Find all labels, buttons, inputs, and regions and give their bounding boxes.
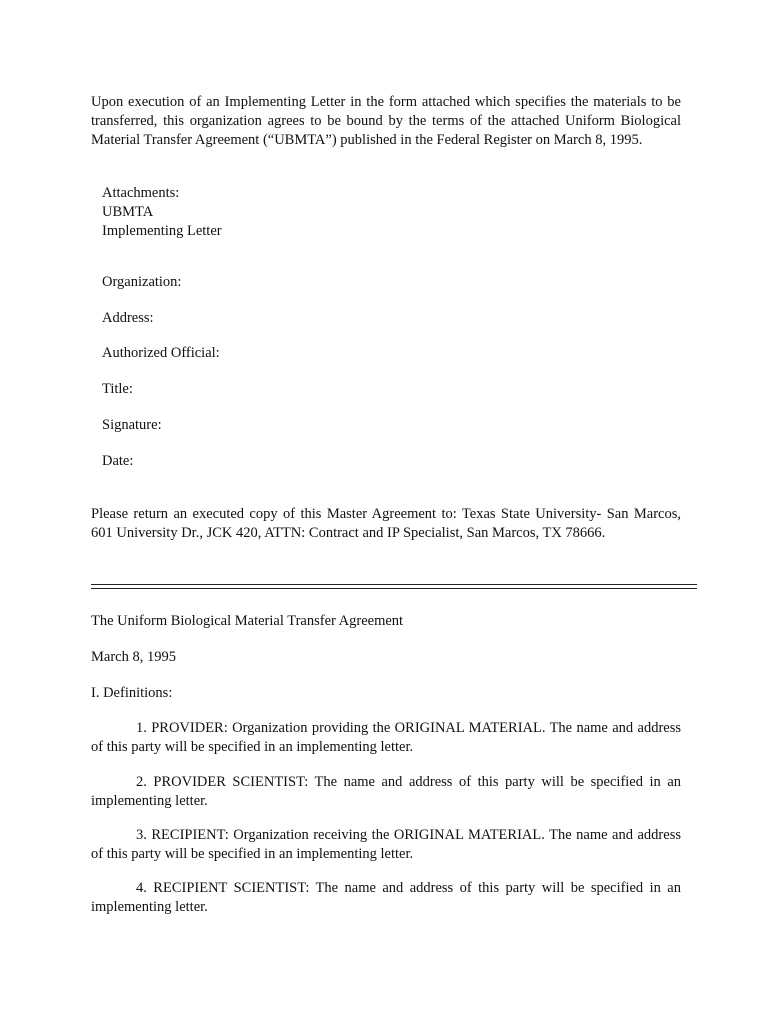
- attachment-item-implementing-letter: Implementing Letter: [102, 223, 222, 240]
- return-notice: Please return an executed copy of this Master Agreement to: Texas State University- San Marcos, 601 University Dr., JCK 420, ATTN: Contract and IP Specialist, San Marcos, TX 78666.: [91, 506, 681, 542]
- authorized-official-label: Authorized Official:: [102, 345, 220, 361]
- agreement-title: The Uniform Biological Material Transfer Agreement: [91, 613, 404, 629]
- intro-paragraph: Upon execution of an Implementing Letter in the form attached which specifies the materials to be transferred, this organization agrees to be bound by the terms of the attached Uniform Biological Material Transfer Agreement (“UBMTA”) published in the Federal Register on March 8, 1995.: [91, 94, 681, 149]
- title-label: Title:: [102, 381, 133, 397]
- attachments-list: [102, 184, 222, 242]
- definition-provider-scientist: 2. PROVIDER SCIENTIST: The name and address of this party will be specified in an implementing letter.: [91, 774, 681, 810]
- date-label: Date:: [102, 453, 134, 469]
- attachments-heading: Attachments:: [102, 185, 180, 201]
- definition-provider: 1. PROVIDER: Organization providing the ORIGINAL MATERIAL. The name and address of this party will be specified in an implementing letter.: [91, 720, 681, 756]
- attachment-item-ubmta: UBMTA: [102, 204, 154, 221]
- divider-line-top: [91, 584, 697, 585]
- organization-label: Organization:: [102, 274, 182, 290]
- definition-recipient: 3. RECIPIENT: Organization receiving the ORIGINAL MATERIAL. The name and address of this party will be specified in an implementing letter.: [91, 827, 681, 863]
- divider-line-bottom: [91, 588, 697, 589]
- address-label: Address:: [102, 310, 154, 326]
- definitions-heading: I. Definitions:: [91, 685, 173, 701]
- definition-recipient-scientist: 4. RECIPIENT SCIENTIST: The name and address of this party will be specified in an implementing letter.: [91, 880, 681, 916]
- agreement-date: March 8, 1995: [91, 649, 176, 665]
- signature-label: Signature:: [102, 417, 162, 433]
